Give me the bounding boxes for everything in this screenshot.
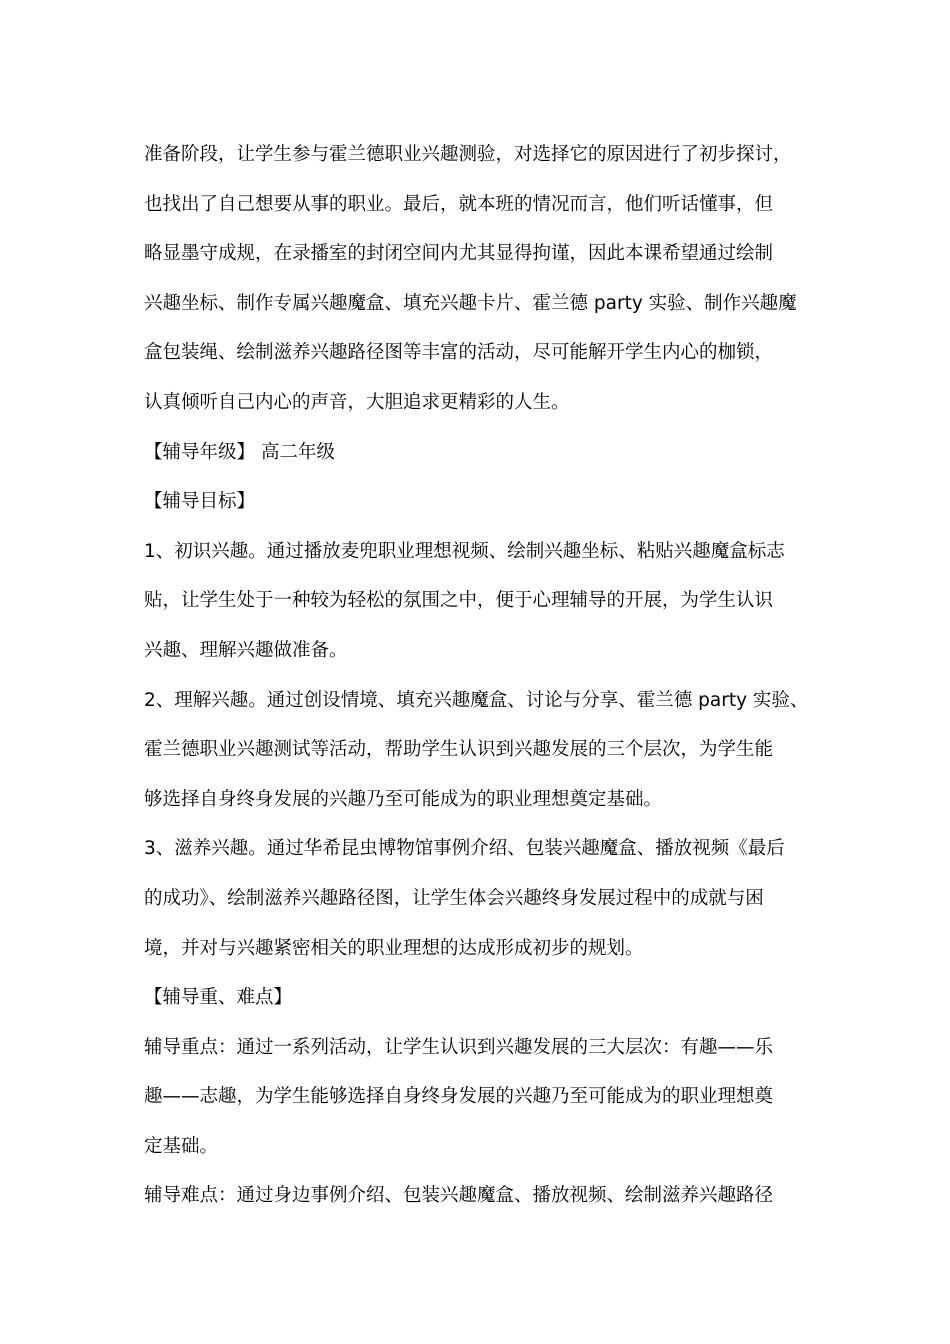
text-line: 够选择自身终身发展的兴趣乃至可能成为的职业理想奠定基础。 [144,788,663,810]
text-line: 略显墨守成规，在录播室的封闭空间内尤其显得拘谨，因此本课希望通过绘制 [144,243,774,265]
goal-item-1 [144,527,824,676]
document-body [144,130,824,1221]
key-points-heading: 【辅导重、难点】 [144,987,293,1009]
intro-paragraph [144,130,824,428]
text-line: 也找出了自己想要从事的职业。最后，就本班的情况而言，他们听话懂事，但 [144,193,774,215]
text-line: 1、初识兴趣。通过播放麦兜职业理想视频、绘制兴趣坐标、粘贴兴趣魔盒标志 [144,540,785,562]
text-line: 境，并对与兴趣紧密相关的职业理想的达成形成初步的规划。 [144,937,644,959]
text-line: 霍兰德职业兴趣测试等活动，帮助学生认识到兴趣发展的三个层次，为学生能 [144,739,774,761]
grade-value: 高二年级 [261,441,336,463]
grade-heading: 【辅导年级】 [144,441,256,463]
text-line: 兴趣、理解兴趣做准备。 [144,639,348,661]
grade-section [144,428,824,478]
goal-item-2 [144,676,824,825]
text-line: 认真倾听自己内心的声音，大胆追求更精彩的人生。 [144,391,570,413]
text-line: 准备阶段，让学生参与霍兰德职业兴趣测验，对选择它的原因进行了初步探讨， [144,144,792,165]
text-line: 辅导难点：通过身边事例介绍、包装兴趣魔盒、播放视频、绘制滋养兴趣路径 [144,1185,774,1207]
text-line: 的成功》、绘制滋养兴趣路径图，让学生体会兴趣终身发展过程中的成就与困 [144,887,764,909]
text-line: 辅导重点：通过一系列活动，让学生认识到兴趣发展的三大层次：有趣——乐 [144,1036,774,1058]
difficulty-paragraph [144,1171,824,1221]
focus-paragraph [144,1023,824,1172]
text-line: 定基础。 [144,1135,219,1157]
text-line: 盒包装绳、绘制滋养兴趣路径图等丰富的活动，尽可能解开学生内心的枷锁， [144,342,774,364]
goals-heading: 【辅导目标】 [144,491,256,513]
text-line: 3、滋养兴趣。通过华希昆虫博物馆事例介绍、包装兴趣魔盒、播放视频《最后 [144,838,785,860]
text-line: 趣——志趣，为学生能够选择自身终身发展的兴趣乃至可能成为的职业理想奠 [144,1086,774,1108]
text-line: 贴，让学生处于一种较为轻松的氛围之中，便于心理辅导的开展，为学生认识 [144,590,774,612]
text-line: 2、理解兴趣。通过创设情境、填充兴趣魔盒、讨论与分享、霍兰德 party 实验、 [144,689,809,711]
goal-item-3 [144,824,824,973]
text-line: 兴趣坐标、制作专属兴趣魔盒、填充兴趣卡片、霍兰德 party 实验、制作兴趣魔 [144,292,797,314]
